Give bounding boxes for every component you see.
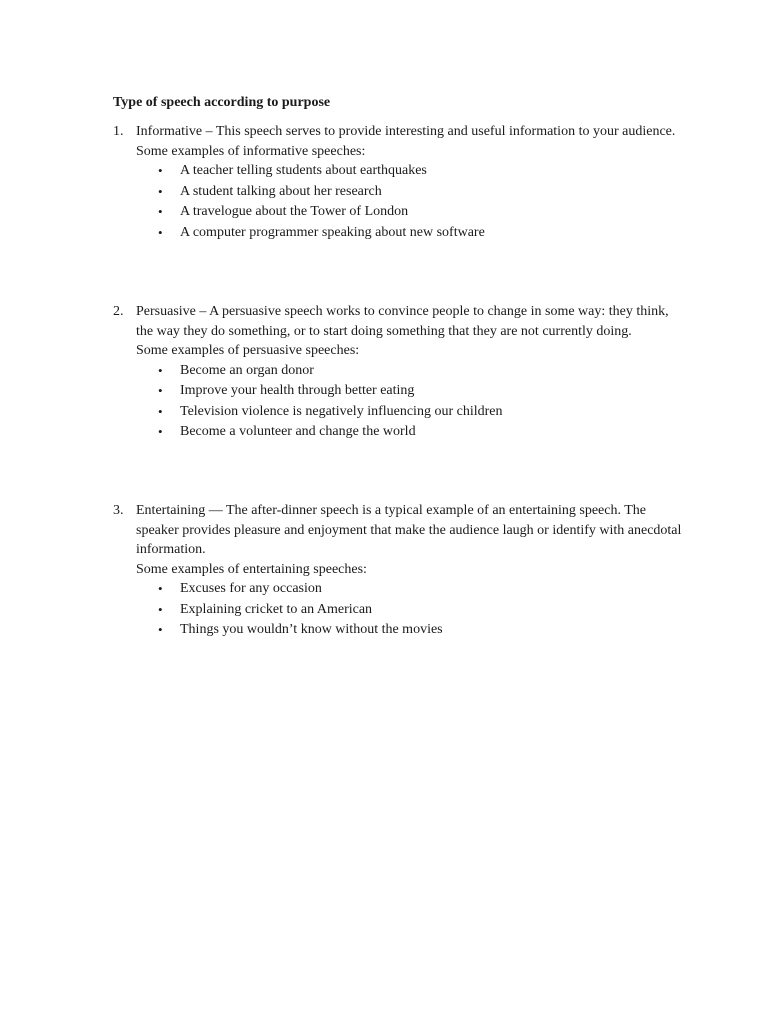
list-item-text: Improve your health through better eating (180, 383, 415, 398)
list-item (158, 620, 683, 641)
examples-list (158, 161, 683, 243)
list-item (158, 182, 683, 203)
section-entertaining (113, 501, 683, 641)
bullet-icon: • (158, 601, 163, 617)
examples-intro: Some examples of entertaining speeches: (136, 561, 367, 577)
examples-intro: Some examples of informative speeches: (136, 143, 366, 159)
section-number: 1. (113, 124, 124, 139)
section-persuasive (113, 302, 683, 443)
examples-intro: Some examples of persuasive speeches: (136, 343, 360, 358)
list-item-text: A student talking about her research (180, 183, 382, 199)
bullet-icon: • (158, 224, 163, 240)
section-description: Informative – This speech serves to provide interesting and useful information to your audience. (136, 124, 676, 139)
list-item-text: A computer programmer speaking about new software (180, 224, 485, 240)
list-item (158, 422, 683, 443)
list-item-text: Become a volunteer and change the world (180, 424, 416, 439)
bullet-icon: • (158, 204, 163, 219)
bullet-icon: • (158, 383, 163, 398)
list-item (158, 381, 683, 402)
section-informative (113, 122, 683, 243)
bullet-icon: • (158, 362, 163, 378)
bullet-icon: • (158, 183, 163, 199)
list-item (158, 600, 683, 621)
section-number: 2. (113, 304, 124, 319)
document-title: Type of speech according to purpose (113, 95, 331, 110)
bullet-icon: • (158, 622, 163, 637)
bullet-icon: • (158, 581, 163, 596)
list-item-text: A teacher telling students about earthquakes (180, 163, 427, 178)
section-description: Entertaining — The after-dinner speech is a typical example of an entertaining speech. The speaker provides pleasure and enjoyment that make the audience laugh or identify with anecdotal information. (136, 503, 682, 557)
list-item (158, 223, 683, 244)
list-item (158, 402, 683, 423)
list-item-text: Things you wouldn’t know without the movies (180, 622, 443, 637)
bullet-icon: • (158, 403, 163, 419)
list-item-text: Explaining cricket to an American (180, 601, 373, 617)
list-item (158, 202, 683, 223)
bullet-icon: • (158, 163, 163, 178)
list-item-text: Television violence is negatively influencing our children (180, 403, 503, 419)
list-item-text: A travelogue about the Tower of London (180, 204, 409, 219)
list-item-text: Become an organ donor (180, 362, 314, 378)
section-number: 3. (113, 503, 124, 518)
list-item (158, 361, 683, 382)
examples-list (158, 579, 683, 641)
examples-list (158, 361, 683, 443)
list-item (158, 161, 683, 182)
section-description: Persuasive – A persuasive speech works to convince people to change in some way: they think, the way they do something, or to start doing something that they are not currently doing. (136, 304, 669, 339)
list-item (158, 579, 683, 600)
bullet-icon: • (158, 424, 163, 439)
list-item-text: Excuses for any occasion (180, 581, 322, 596)
